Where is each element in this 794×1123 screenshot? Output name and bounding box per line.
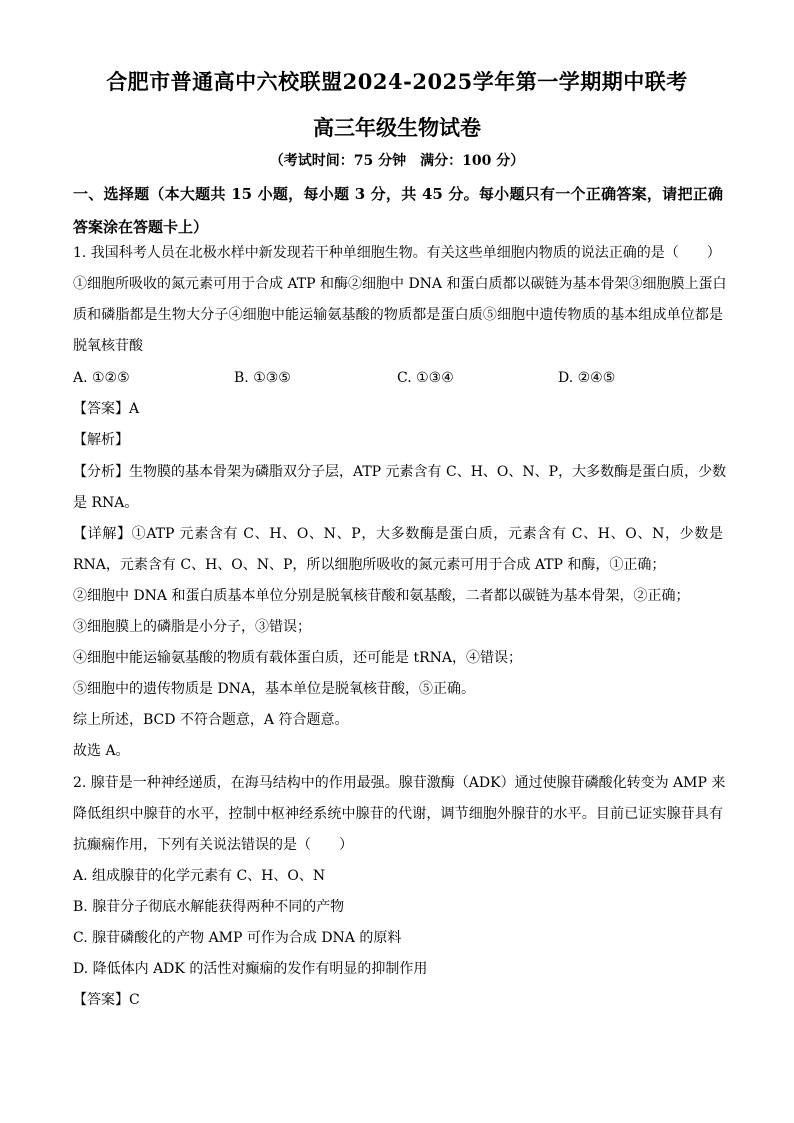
q1-analysis-line: 【详解】①ATP 元素含有 C、H、O、N、P，大多数酶是蛋白质，元素含有 C、H、O、N，少数是 bbox=[73, 526, 723, 542]
q1-analysis-line: ③细胞膜上的磷脂是小分子，③错误； bbox=[73, 619, 311, 635]
exam-info: （考试时间：75 分钟 满分：100 分） bbox=[269, 153, 525, 169]
q2-stem-line: 2. 腺苷是一种神经递质，在海马结构中的作用最强。腺苷激酶（ADK）通过使腺苷磷酸化转变为 AMP 来 bbox=[73, 775, 726, 791]
q1-stem-line: ①细胞所吸收的氮元素可用于合成 ATP 和酶②细胞中 DNA 和蛋白质都以碳链为基本骨架③细胞膜上蛋白 bbox=[73, 276, 727, 292]
q1-analysis-line: 是 RNA。 bbox=[73, 495, 139, 511]
q1-option-a: A. ①②⑤ bbox=[73, 370, 130, 386]
q1-stem-line: 1. 我国科考人员在北极水样中新发现若干种单细胞生物。有关这些单细胞内物质的说法正确的是（ ） bbox=[73, 245, 721, 261]
q1-stem-line: 脱氧核苷酸 bbox=[73, 338, 143, 354]
q1-answer: 【答案】A bbox=[73, 401, 140, 417]
q2-option-a: A. 组成腺苷的化学元素有 C、H、O、N bbox=[73, 868, 326, 884]
q2-stem-line: 降低组织中腺苷的水平，控制中枢神经系统中腺苷的代谢，调节细胞外腺苷的水平。目前已证实腺苷具有 bbox=[73, 806, 723, 822]
q1-option-b: B. ①③⑤ bbox=[234, 370, 291, 386]
q2-answer: 【答案】C bbox=[73, 992, 140, 1008]
q1-analysis-line: RNA，元素含有 C、H、O、N、P，所以细胞所吸收的氮元素可用于合成 ATP 和酶，①正确； bbox=[73, 557, 666, 573]
q1-analysis-line: 【分析】生物膜的基本骨架为磷脂双分子层，ATP 元素含有 C、H、O、N、P，大多数酶是蛋白质，少数 bbox=[73, 464, 727, 480]
q1-stem-line: 质和磷脂都是生物大分子④细胞中能运输氨基酸的物质都是蛋白质⑤细胞中遗传物质的基本组成单位都是 bbox=[73, 307, 723, 323]
q2-option-b: B. 腺苷分子彻底水解能获得两种不同的产物 bbox=[73, 899, 345, 915]
q1-analysis-label: 【解析】 bbox=[73, 432, 129, 448]
q2-option-c: C. 腺苷磷酸化的产物 AMP 可作为合成 DNA 的原料 bbox=[73, 930, 402, 946]
q2-option-d: D. 降低体内 ADK 的活性对癫痫的发作有明显的抑制作用 bbox=[73, 961, 428, 977]
q1-option-c: C. ①③④ bbox=[397, 370, 454, 386]
q1-analysis-line: ②细胞中 DNA 和蛋白质基本单位分别是脱氧核苷酸和氨基酸，二者都以碳链为基本骨架，②正确； bbox=[73, 588, 690, 604]
exam-title: 合肥市普通高中六校联盟2024-2025学年第一学期期中联考 bbox=[106, 69, 688, 94]
q1-analysis-line: ⑤细胞中的遗传物质是 DNA，基本单位是脱氧核苷酸，⑤正确。 bbox=[73, 681, 476, 697]
q1-analysis-line: 综上所述，BCD 不符合题意，A 符合题意。 bbox=[73, 712, 349, 728]
q1-option-d: D. ②④⑤ bbox=[558, 370, 616, 386]
q1-analysis-line: 故选 A。 bbox=[73, 743, 130, 759]
exam-subject-title: 高三年级生物试卷 bbox=[313, 115, 481, 140]
q2-stem-line: 抗癫痫作用，下列有关说法错误的是（ ） bbox=[73, 837, 353, 853]
q1-analysis-line: ④细胞中能运输氨基酸的物质有载体蛋白质，还可能是 tRNA，④错误； bbox=[73, 650, 522, 666]
section-heading: 一、选择题（本大题共 15 小题，每小题 3 分，共 45 分。每小题只有一个正确答案，请把正确答案涂在答题卡上） bbox=[73, 185, 723, 236]
